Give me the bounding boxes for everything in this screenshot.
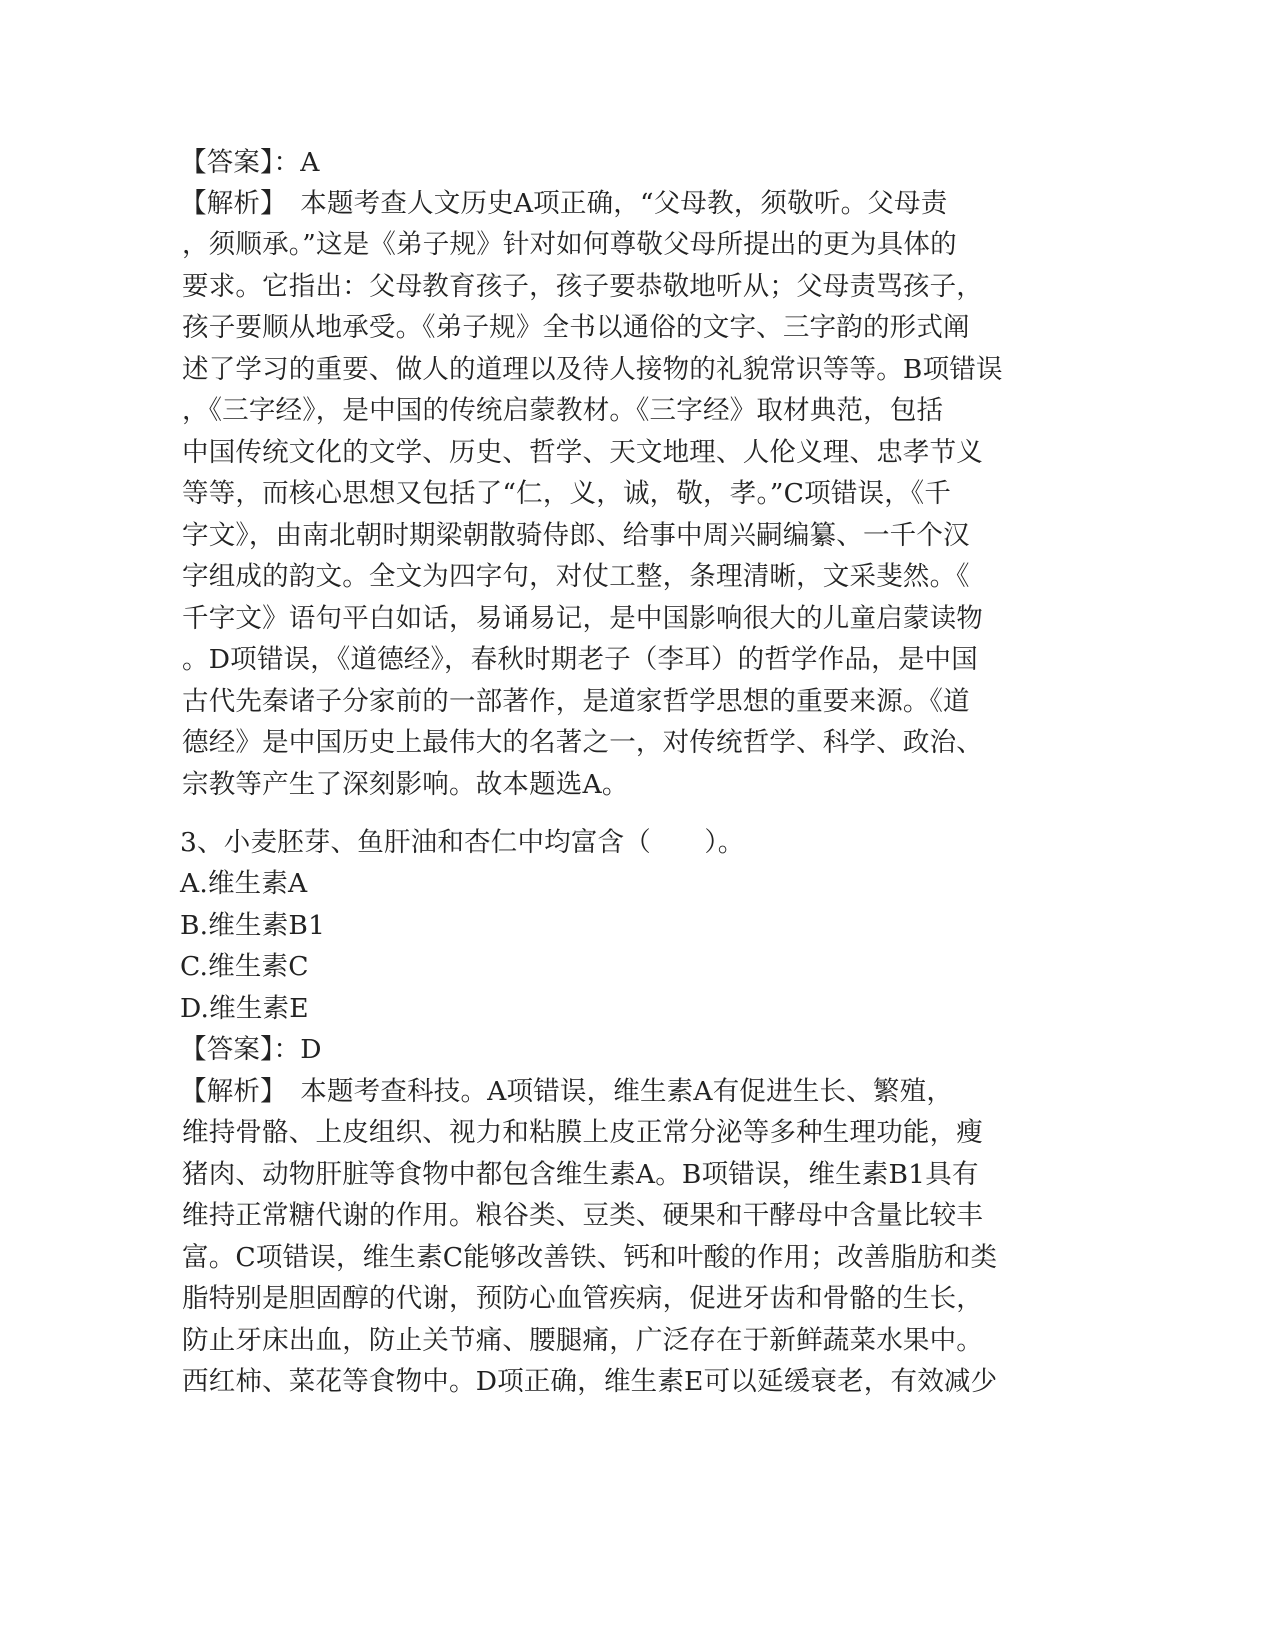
analysis-line: 中国传统文化的文学、历史、哲学、天文地理、人伦义理、忠孝节义 — [182, 437, 983, 468]
option-b: B.维生素B1 — [180, 910, 326, 941]
analysis-line: 等等，而核心思想又包括了“仁，义，诚，敬，孝。”C项错误，《千 — [182, 478, 952, 509]
answer-line: 【答案】：D — [180, 1034, 322, 1065]
analysis-line: 脂特别是胆固醇的代谢，预防心血管疾病，促进牙齿和骨骼的生长， — [182, 1283, 983, 1314]
analysis-line: 。D项错误，《道德经》，春秋时期老子（李耳）的哲学作品，是中国 — [182, 644, 978, 675]
option-c: C.维生素C — [180, 951, 309, 982]
analysis-line: 千字文》语句平白如话，易诵易记，是中国影响很大的儿童启蒙读物 — [182, 603, 983, 634]
analysis-line: ，须顺承。”这是《弟子规》针对如何尊敬父母所提出的更为具体的 — [182, 229, 957, 260]
analysis-line: 维持正常糖代谢的作用。粮谷类、豆类、硬果和干酵母中含量比较丰 — [182, 1200, 983, 1231]
analysis-line: 德经》是中国历史上最伟大的名著之一，对传统哲学、科学、政治、 — [182, 727, 983, 758]
analysis-line: 猪肉、动物肝脏等食物中都包含维生素A。B项错误，维生素B1具有 — [182, 1159, 979, 1190]
analysis-line: 西红柿、菜花等食物中。D项正确，维生素E可以延缓衰老，有效减少 — [182, 1366, 998, 1397]
analysis-line: 防止牙床出血，防止关节痛、腰腿痛，广泛存在于新鲜蔬菜水果中。 — [182, 1325, 983, 1356]
analysis-line: 古代先秦诸子分家前的一部著作，是道家哲学思想的重要来源。《道 — [182, 686, 970, 717]
question-text: 3、小麦胚芽、鱼肝油和杏仁中均富含（ ）。 — [180, 827, 745, 858]
analysis-line: 【解析】 本题考查人文历史A项正确，“父母教，须敬听。父母责 — [180, 188, 948, 219]
analysis-line: 要求。它指出：父母教育孩子，孩子要恭敬地听从；父母责骂孩子， — [182, 271, 983, 302]
option-a: A.维生素A — [180, 868, 308, 899]
analysis-line: 维持骨骼、上皮组织、视力和粘膜上皮正常分泌等多种生理功能，瘦 — [182, 1117, 983, 1148]
analysis-line: 字文》，由南北朝时期梁朝散骑侍郎、给事中周兴嗣编纂、一千个汉 — [182, 520, 970, 551]
analysis-line: 字组成的韵文。全文为四字句，对仗工整，条理清晰，文采斐然。《 — [182, 561, 970, 592]
analysis-line: 【解析】 本题考查科技。A项错误，维生素A有促进生长、繁殖， — [180, 1076, 954, 1107]
analysis-line: 富。C项错误，维生素C能够改善铁、钙和叶酸的作用；改善脂肪和类 — [182, 1242, 998, 1273]
analysis-line: 述了学习的重要、做人的道理以及待人接物的礼貌常识等等。B项错误 — [182, 354, 1003, 385]
option-d: D.维生素E — [180, 993, 309, 1024]
analysis-line: 宗教等产生了深刻影响。故本题选A。 — [182, 769, 629, 800]
analysis-line: ，《三字经》，是中国的传统启蒙教材。《三字经》取材典范，包括 — [182, 395, 944, 426]
answer-line: 【答案】：A — [180, 147, 320, 178]
analysis-line: 孩子要顺从地承受。《弟子规》全书以通俗的文字、三字韵的形式阐 — [182, 312, 970, 343]
